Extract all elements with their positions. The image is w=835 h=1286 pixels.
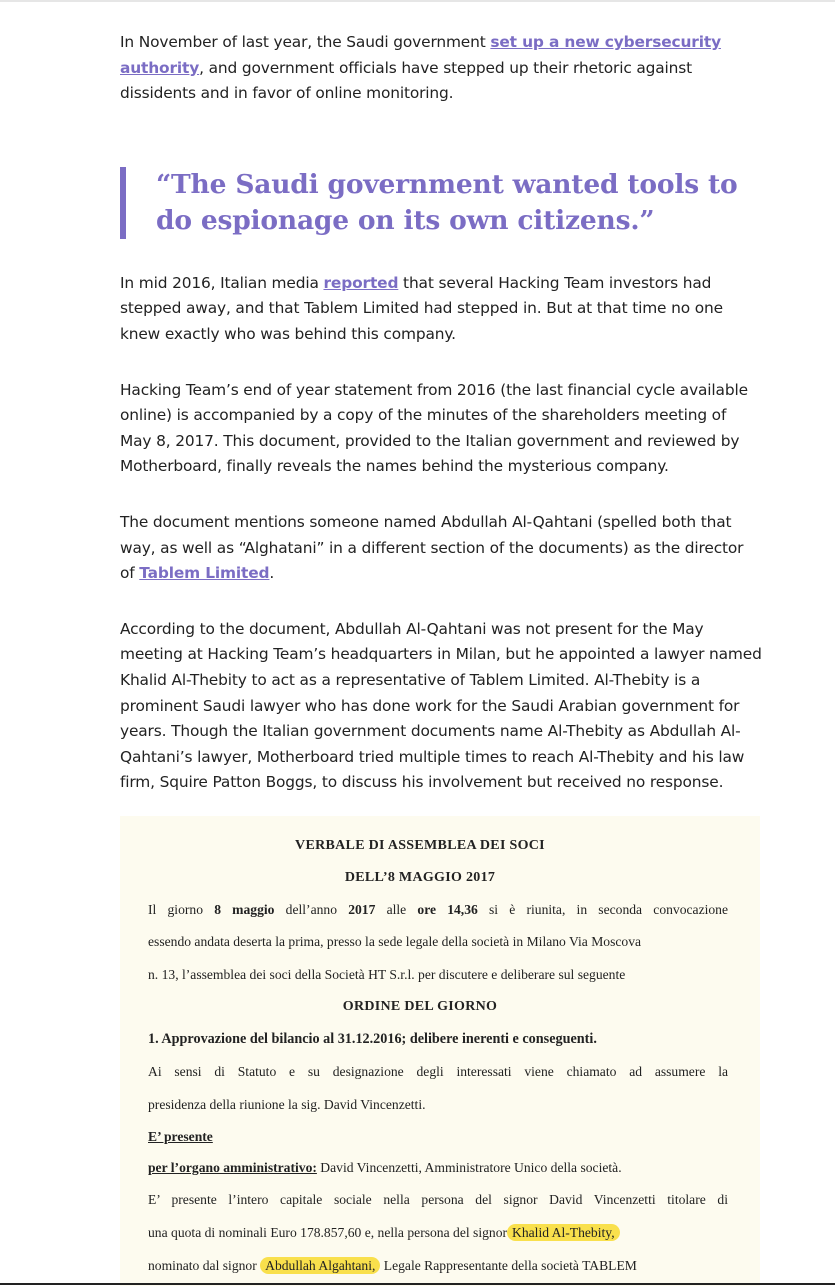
highlight-khalid: Khalid Al-Thebity, <box>507 1224 620 1241</box>
paragraph-3: Hacking Team’s end of year statement from 2016 (the last financial cycle available online) is accompanied by a copy of the minutes of the shareholders meeting of May 8, 2017. This document, provided to the Italian government and reviewed by Motherboard, finally reveals the names behind the mysterious company. <box>120 380 748 476</box>
document-line: n. 13, l’assemblea dei soci della Società HT S.r.l. per discutere e deliberare sul seguente <box>148 967 626 982</box>
document-title: VERBALE DI ASSEMBLEA DEI SOCI <box>295 838 545 853</box>
document-line: essendo andata deserta la prima, presso la sede legale della società in Milano Via Moscova <box>148 934 642 949</box>
article-body <box>120 30 762 826</box>
paragraph-5: According to the document, Abdullah Al-Qahtani was not present for the May meeting at Hacking Team’s headquarters in Milan, but he appointed a lawyer named Khalid Al-Thebity to act as a representative of Tablem Limited. Al-Thebity is a prominent Saudi lawyer who has done work for the Saudi Arabian government for years. Though the Italian government documents name Al-Thebity as Abdullah Al-Qahtani’s lawyer, Motherboard tried multiple times to reach Al-Thebity and his law firm, Squire Patton Boggs, to discuss his involvement but received no response. <box>120 619 762 792</box>
document-line: presidenza della riunione la sig. David Vincenzetti. <box>148 1097 426 1112</box>
paragraph-1: In November of last year, the Saudi government set up a new cybersecurity authority, and government officials have stepped up their rhetoric against dissidents and in favor of online monitoring. <box>120 33 721 103</box>
document-line: Il giorno 8 maggio dell’anno 2017 alle ore 14,36 si è riunita, in seconda convocazione <box>148 902 729 917</box>
document-scan-image <box>120 816 760 1286</box>
highlight-abdullah: Abdullah Algahtani, <box>260 1257 380 1274</box>
paragraph-4: The document mentions someone named Abdullah Al-Qahtani (spelled both that way, as well as “Alghatani” in a different section of the documents) as the director of Tablem Limited. <box>120 512 744 583</box>
paragraph-2: In mid 2016, Italian media reported that several Hacking Team investors had stepped away, and that Tablem Limited had stepped in. But at that time no one knew exactly who was behind this company. <box>120 273 723 343</box>
document-line: Ai sensi di Statuto e su designazione degli interessati viene chiamato ad assumere la <box>148 1064 728 1079</box>
document-agenda-title: ORDINE DEL GIORNO <box>342 999 498 1014</box>
document-line: una quota di nominali Euro 178.857,60 e, nella persona del signor Khalid Al-Thebity, <box>148 1225 728 1241</box>
document-line: per l’organo amministrativo: David Vincenzetti, Amministratore Unico della società. <box>148 1160 622 1175</box>
document-line: nominato dal signor Abdullah Algahtani, Legale Rappresentante della società TABLEM <box>148 1258 637 1273</box>
top-divider <box>0 0 835 2</box>
pull-quote-text: “The Saudi government wanted tools to do espionage on its own citizens.” <box>156 168 738 236</box>
link-tablem-limited[interactable]: Tablem Limited <box>139 564 270 583</box>
pull-quote <box>120 167 762 239</box>
link-cybersecurity-authority[interactable]: set up a new cybersecurity authority <box>120 33 721 77</box>
document-date: DELL’8 MAGGIO 2017 <box>344 870 496 885</box>
document-line: E’ presente l’intero capitale sociale nella persona del signor David Vincenzetti titolare di <box>148 1192 728 1207</box>
document-agenda-item: 1. Approvazione del bilancio al 31.12.2016; delibere inerenti e conseguenti. <box>148 1031 597 1047</box>
document-present-heading: E’ presente <box>148 1129 213 1144</box>
link-reported[interactable]: reported <box>323 273 399 292</box>
